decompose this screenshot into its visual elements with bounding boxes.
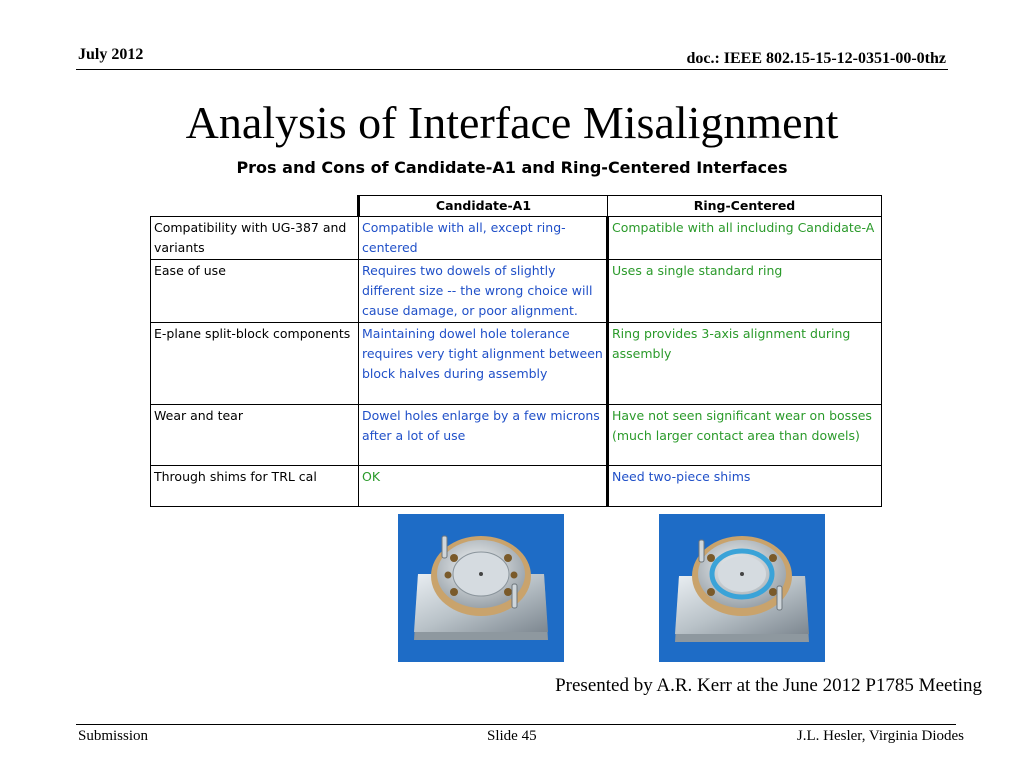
presentation-caption: Presented by A.R. Kerr at the June 2012 P1785 Meeting	[555, 675, 982, 696]
pros-cons-table	[150, 195, 882, 507]
row-label: Ease of use	[151, 260, 359, 323]
ring-centered-cell: Need two-piece shims	[608, 466, 882, 507]
row-label: E-plane split-block components	[151, 323, 359, 405]
table-row	[151, 466, 882, 507]
ring-centered-cell: Uses a single standard ring	[608, 260, 882, 323]
table-row	[151, 405, 882, 466]
candidate-a1-flange-photo	[398, 514, 564, 662]
candidate-a1-cell: Dowel holes enlarge by a few microns after a lot of use	[359, 405, 608, 466]
header-cell-empty	[151, 196, 359, 217]
table-row	[151, 323, 882, 405]
table-row	[151, 260, 882, 323]
footer-slide-number: Slide 45	[487, 728, 537, 744]
header-cell-candidate-a1: Candidate-A1	[359, 196, 608, 217]
header-divider	[76, 69, 948, 70]
ring-centered-flange-image	[659, 514, 825, 662]
footer-author: J.L. Hesler, Virginia Diodes	[796, 728, 964, 744]
ring-centered-cell: Ring provides 3-axis alignment during assembly	[608, 323, 882, 405]
ring-centered-flange-photo	[659, 514, 825, 662]
header-doc-id: doc.: IEEE 802.15-15-12-0351-00-0thz	[686, 50, 946, 67]
candidate-a1-cell: Maintaining dowel hole tolerance requires very tight alignment between block halves during assembly	[359, 323, 608, 405]
header-date: July 2012	[78, 46, 144, 63]
table-title: Pros and Cons of Candidate-A1 and Ring-Centered Interfaces	[236, 158, 788, 177]
ring-centered-cell: Compatible with all including Candidate-A	[608, 217, 882, 260]
row-label: Compatibility with UG-387 and variants	[151, 217, 359, 260]
slide-title: Analysis of Interface Misalignment	[185, 97, 839, 148]
header-cell-ring-centered: Ring-Centered	[608, 196, 882, 217]
footer-submission: Submission	[78, 728, 149, 744]
candidate-a1-cell: Compatible with all, except ring-centered	[359, 217, 608, 260]
table-row	[151, 217, 882, 260]
ring-centered-cell: Have not seen significant wear on bosses (much larger contact area than dowels)	[608, 405, 882, 466]
candidate-a1-cell: OK	[359, 466, 608, 507]
candidate-a1-cell: Requires two dowels of slightly different size -- the wrong choice will cause damage, or poor alignment.	[359, 260, 608, 323]
candidate-a1-flange-image	[398, 514, 564, 662]
row-label: Wear and tear	[151, 405, 359, 466]
footer-divider	[76, 724, 956, 725]
row-label: Through shims for TRL cal	[151, 466, 359, 507]
table-header-row	[151, 196, 882, 217]
